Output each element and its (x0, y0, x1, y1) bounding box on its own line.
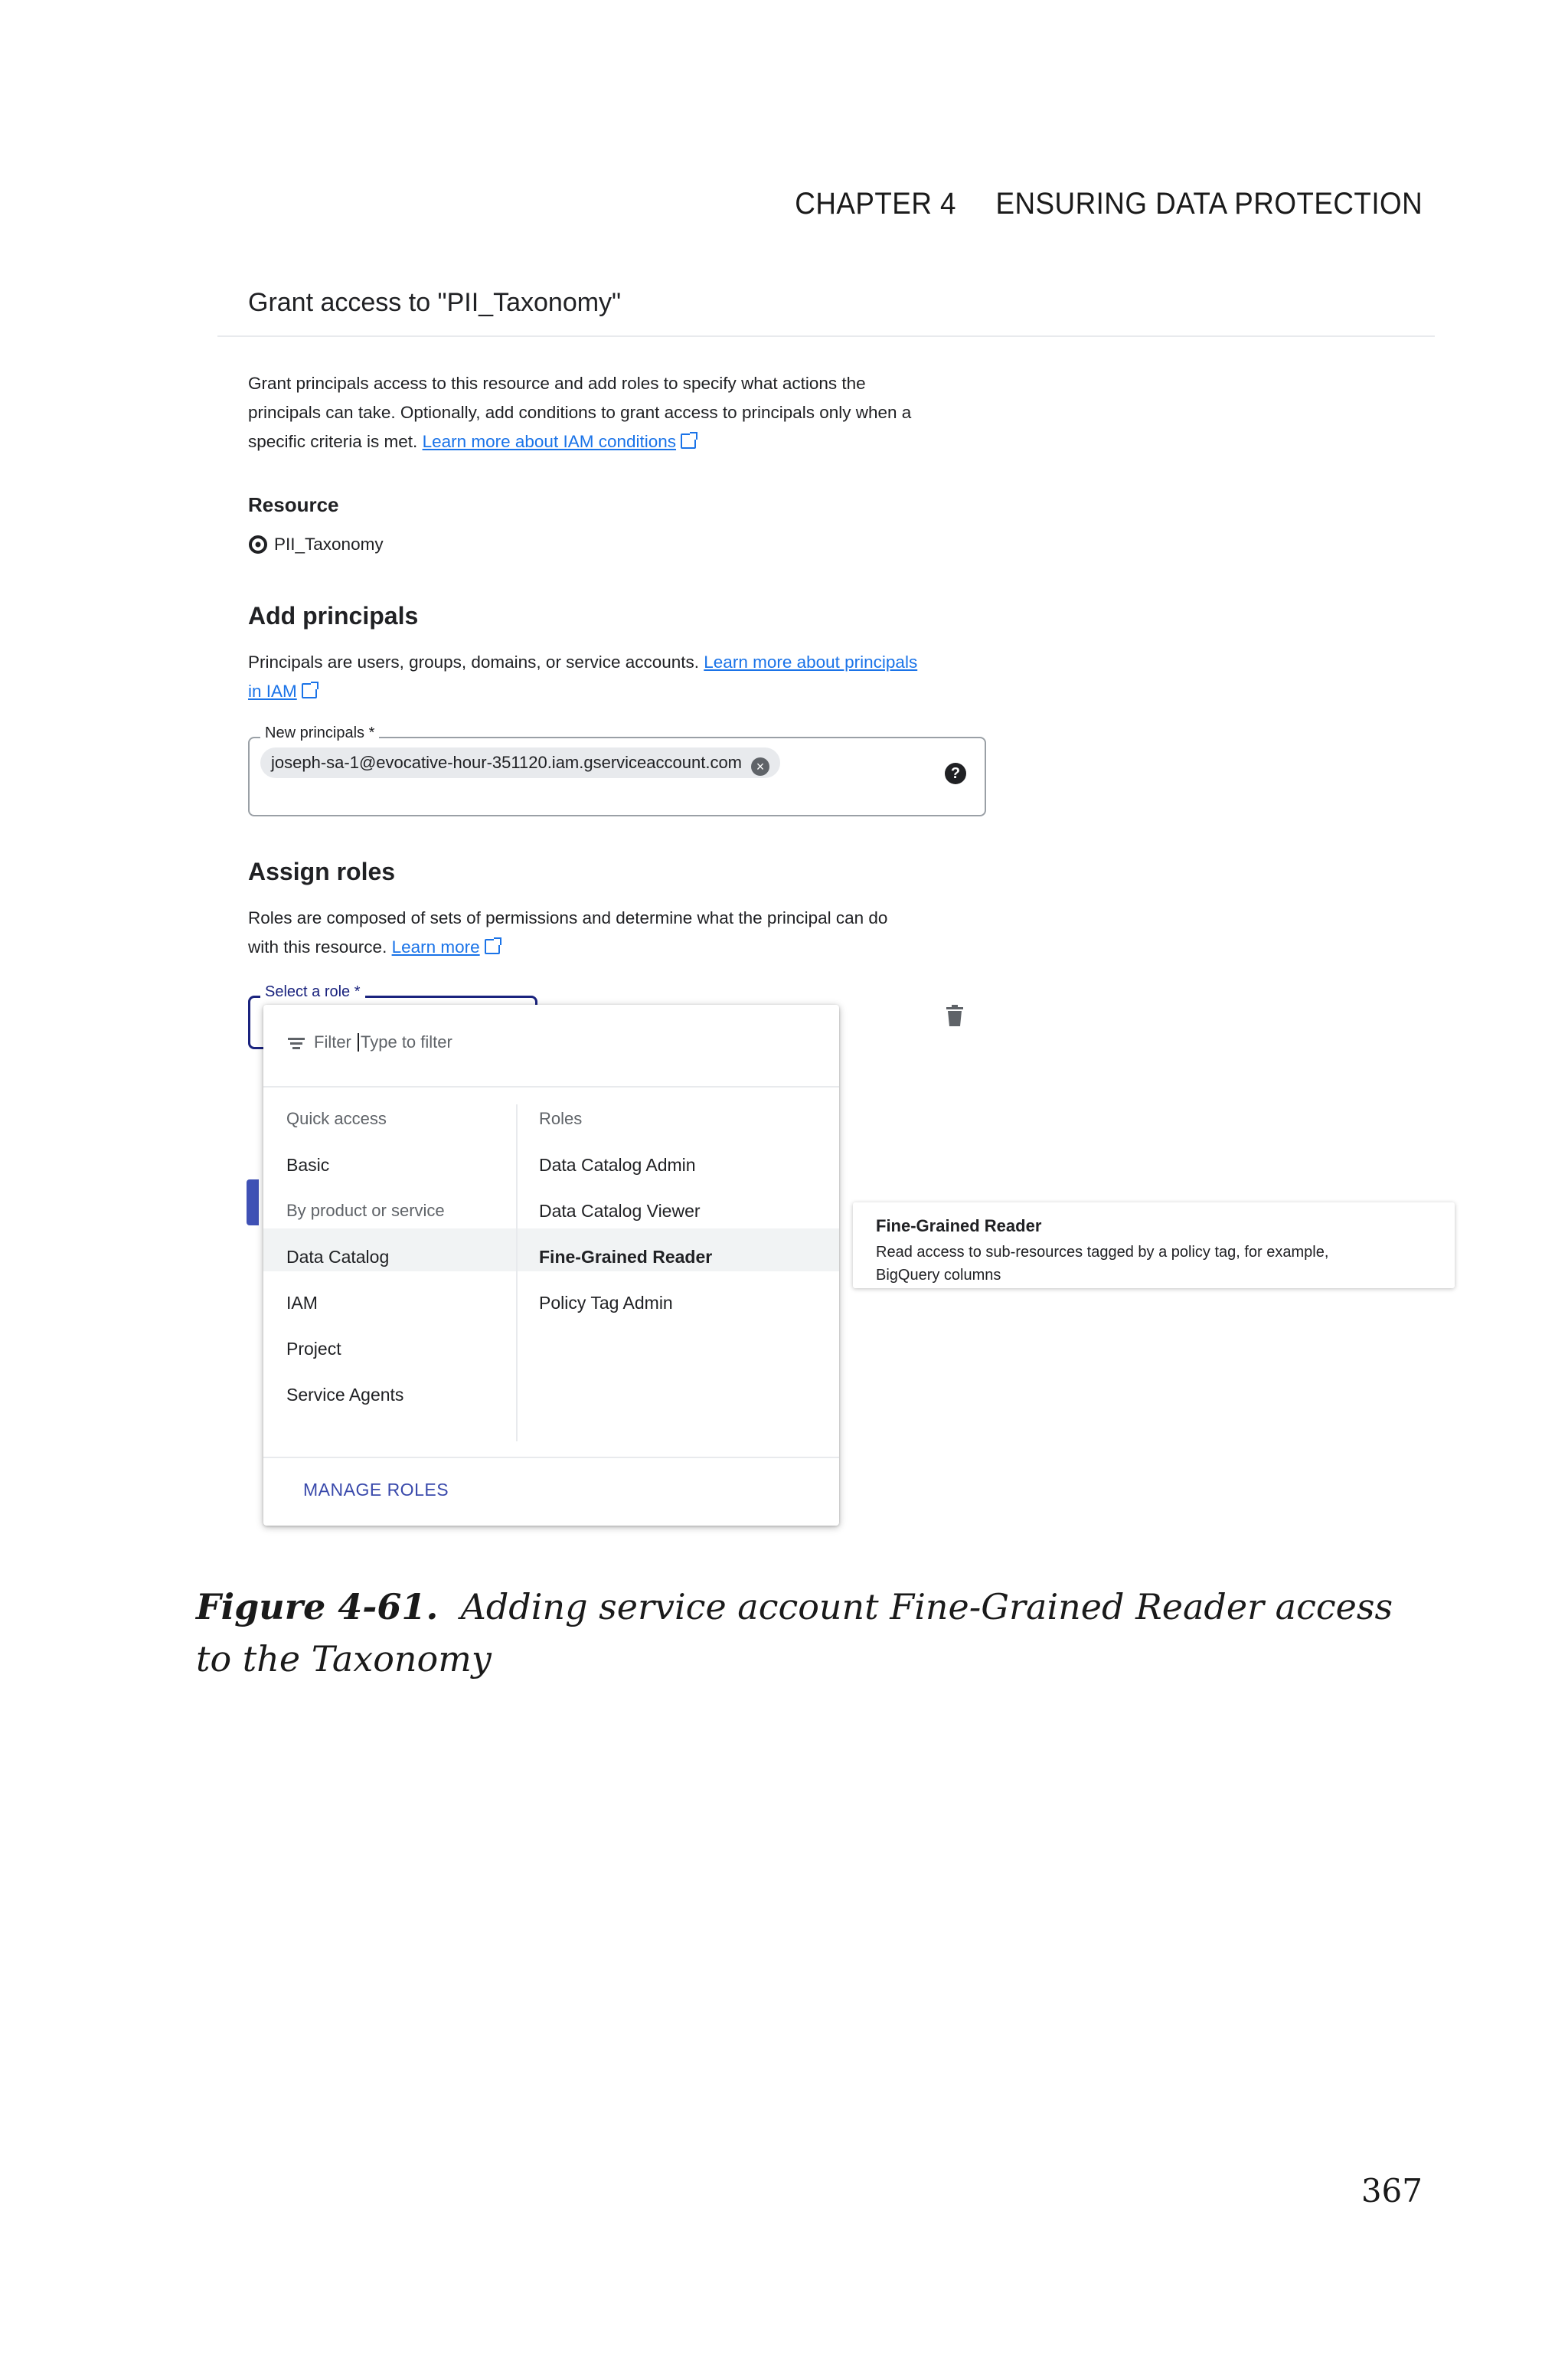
menu-item-iam[interactable]: IAM (286, 1293, 318, 1313)
principals-link-cont[interactable]: in IAM (248, 682, 297, 701)
menu-divider-bottom (263, 1457, 839, 1458)
role-data-catalog-viewer[interactable]: Data Catalog Viewer (539, 1201, 701, 1221)
resource-name: PII_Taxonomy (274, 535, 384, 554)
chip-remove-icon[interactable]: × (751, 757, 769, 776)
role-data-catalog-admin[interactable]: Data Catalog Admin (539, 1155, 696, 1175)
principals-desc-text: Principals are users, groups, domains, or service accounts. (248, 653, 700, 672)
title-divider (217, 335, 1435, 337)
external-link-icon (485, 939, 500, 954)
tooltip-line-2: BigQuery columns (876, 1267, 1001, 1284)
delete-icon[interactable] (945, 1005, 965, 1026)
menu-item-service-agents[interactable]: Service Agents (286, 1385, 404, 1405)
intro-line-1: Grant principals access to this resource and add roles to specify what actions the (248, 374, 866, 393)
role-policy-tag-admin[interactable]: Policy Tag Admin (539, 1293, 673, 1313)
external-link-icon (681, 433, 696, 449)
role-dropdown-menu (263, 1005, 839, 1526)
filter-label: Filter (314, 1032, 351, 1052)
role-fine-grained-reader[interactable]: Fine-Grained Reader (539, 1247, 713, 1267)
intro-line-3: specific criteria is met. (248, 432, 418, 451)
help-icon[interactable]: ? (945, 763, 966, 784)
role-tooltip (853, 1202, 1455, 1288)
select-role-label: Select a role * (260, 983, 365, 1001)
menu-item-project[interactable]: Project (286, 1339, 341, 1359)
external-link-icon (302, 683, 317, 698)
assign-roles-heading: Assign roles (248, 858, 396, 885)
principals-link[interactable]: Learn more about principals (704, 653, 918, 672)
new-principals-label: New principals * (260, 725, 379, 742)
filter-row[interactable] (286, 1032, 452, 1052)
figure-label: Figure 4-61. (196, 1586, 439, 1627)
save-button-edge[interactable] (247, 1179, 259, 1225)
roles-desc-line-1: Roles are composed of sets of permissions and determine what the principal can do (248, 908, 888, 927)
resource-row (248, 530, 384, 559)
taxonomy-icon (248, 535, 268, 554)
add-principals-heading: Add principals (248, 602, 419, 630)
tooltip-title: Fine-Grained Reader (876, 1216, 1042, 1235)
chapter-label: CHAPTER 4 (795, 187, 956, 221)
intro-text (248, 369, 1014, 456)
dialog-title: Grant access to "PII_Taxonomy" (248, 288, 622, 317)
principal-chip[interactable] (260, 747, 780, 778)
grant-access-dialog (217, 273, 1435, 1544)
figure-caption (196, 1581, 1436, 1685)
by-product-header: By product or service (286, 1201, 445, 1220)
section-label: ENSURING DATA PROTECTION (995, 187, 1423, 221)
menu-item-data-catalog[interactable]: Data Catalog (286, 1247, 390, 1267)
menu-column-divider (516, 1104, 518, 1441)
quick-access-header: Quick access (286, 1109, 387, 1128)
resource-heading: Resource (248, 493, 339, 516)
filter-input[interactable]: Type to filter (361, 1032, 452, 1052)
menu-divider-top (263, 1086, 839, 1088)
roles-header: Roles (539, 1109, 583, 1128)
tooltip-description (876, 1241, 1432, 1287)
figure-text: Adding service account Fine-Grained Reader access to the Taxonomy (196, 1586, 1393, 1680)
roles-desc-line-2: with this resource. (248, 937, 387, 957)
running-header (795, 187, 1423, 221)
intro-line-2: principals can take. Optionally, add conditions to grant access to principals only when a (248, 403, 912, 422)
text-cursor (358, 1033, 359, 1052)
manage-roles-button[interactable]: MANAGE ROLES (303, 1480, 449, 1500)
roles-description (248, 904, 1014, 962)
iam-conditions-link[interactable]: Learn more about IAM conditions (422, 432, 677, 451)
roles-learn-more-link[interactable]: Learn more (391, 937, 480, 957)
principal-chip-text: joseph-sa-1@evocative-hour-351120.iam.gserviceaccount.com (271, 753, 743, 772)
principals-description (248, 648, 1014, 706)
page-number: 367 (1361, 2172, 1423, 2210)
tooltip-line-1: Read access to sub-resources tagged by a policy tag, for example, (876, 1244, 1329, 1261)
filter-icon (286, 1035, 306, 1052)
menu-item-basic[interactable]: Basic (286, 1155, 330, 1175)
